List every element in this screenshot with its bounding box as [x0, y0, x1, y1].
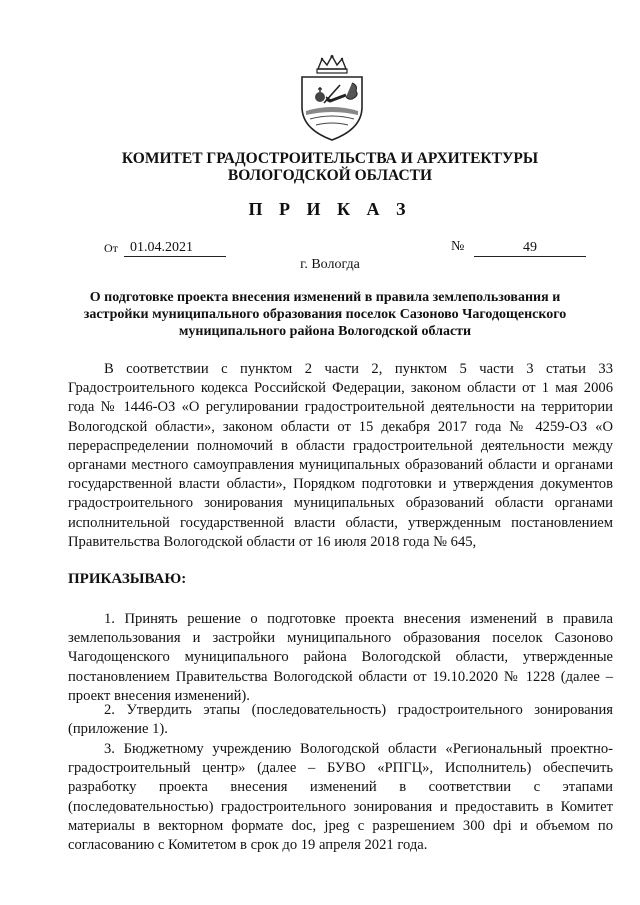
order-item-3: 3. Бюджетному учреждению Вологодской области «Региональный проектно-градостроительный центр» (далее – БУВО «РПГЦ», Исполнитель) обеспечить разработку проекта внесения изменений в соответствии с этапами (последовательностью) градостроительного зонирования и предоставить в Комитет материалы в векторном формате doc, jpeg с разрешением 300 dpi и объемом по согласованию с Комитетом в срок до 19 апреля 2021 года.: [68, 741, 613, 854]
committee-name-line1: КОМИТЕТ ГРАДОСТРОИТЕЛЬСТВА И АРХИТЕКТУРЫ: [121, 150, 539, 167]
order-keyword: ПРИКАЗЫВАЮ:: [68, 571, 187, 587]
date-prefix: От: [104, 241, 118, 255]
document-type-title: П Р И К А З: [248, 199, 412, 219]
preamble-paragraph: В соответствии с пунктом 2 части 2, пунктом 5 части 3 статьи 33 Градостроительного кодекса Российской Федерации, законом области от 1 мая 2006 года № 1446-ОЗ «О регулировании градостроительной деятельности на территории Вологодской области», законом области от 15 декабря 2017 года № 4259-ОЗ «О перераспределении полномочий в области градостроительной деятельности между органами местного самоуправления муниципальных образований области и органами государственной власти области», Порядком подготовки и утверждения документов градостроительного зонирования муниципальных образований области органами исполнительной государственной власти области, утвержденным постановлением Правительства Вологодской области от 16 июля 2018 года № 645,: [68, 361, 613, 550]
number-prefix: №: [451, 239, 465, 254]
document-subject: О подготовке проекта внесения изменений в правила землепользования и застройки муниципального образования поселок Сазоново Чагодощенского муниципального района Вологодской области: [83, 290, 567, 339]
vologda-coat-of-arms-icon: [296, 55, 368, 141]
order-item-2: 2. Утвердить этапы (последовательность) градостроительного зонирования (приложение 1).: [68, 702, 613, 738]
committee-name-line2: ВОЛОГОДСКОЙ ОБЛАСТИ: [227, 167, 433, 184]
city-name: г. Вологда: [300, 257, 360, 272]
order-item-1: 1. Принять решение о подготовке проекта внесения изменений в правила землепользования и застройки муниципального образования поселок Сазоново Чагодощенского муниципального района Вологодской области, утвержденные постановлением Правительства Вологодской области от 19.10.2020 № 1228 (далее – проект внесения изменений).: [68, 611, 613, 704]
document-number: 49: [474, 240, 586, 257]
document-date: 01.04.2021: [124, 240, 226, 257]
